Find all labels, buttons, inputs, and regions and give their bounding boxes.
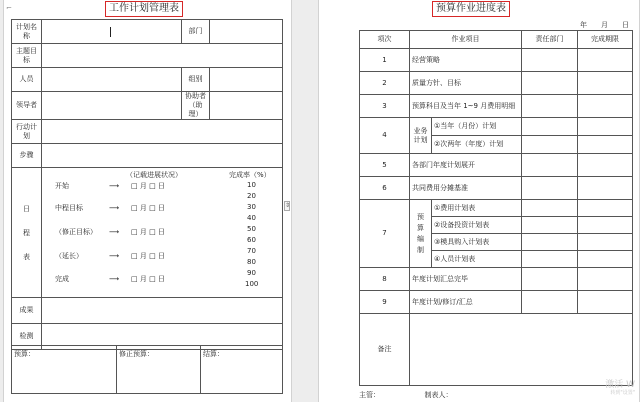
row-no: 1 (360, 49, 410, 72)
row-dept-cell[interactable] (522, 49, 578, 72)
row-deadline-cell[interactable] (578, 234, 633, 251)
row-deadline-cell[interactable] (578, 118, 633, 136)
stage-revise: （修正目标） (55, 228, 97, 236)
manager-label: 主管： (359, 391, 380, 399)
stage-start: 开始 (55, 182, 69, 190)
date-line: 年 月 日 (580, 21, 629, 29)
row-subitem: ①费用计划表 (432, 200, 522, 217)
row-item: 年度计划汇总完毕 (410, 268, 522, 291)
staff-field[interactable] (42, 68, 182, 92)
row-item: 各部门年度计划展开 (410, 154, 522, 177)
row-deadline-cell[interactable] (578, 268, 633, 291)
row-dept-cell[interactable] (522, 95, 578, 118)
row-group-label: 业务计划 (410, 118, 432, 154)
page-right (318, 0, 640, 402)
row-no: 8 (360, 268, 410, 291)
assistant-field[interactable] (210, 92, 283, 120)
label-theme-goal: 主题目标 (12, 44, 42, 68)
final-field[interactable]: 结算： (201, 346, 283, 394)
scroll-handle[interactable]: ⇕ (285, 202, 291, 209)
label-dept: 部门 (182, 20, 210, 44)
row-item: 经营策略 (410, 49, 522, 72)
row-subitem: ②设备投资计划表 (432, 217, 522, 234)
arrow-icon: ⟶ (109, 204, 120, 212)
row-dept-cell[interactable] (522, 136, 578, 154)
label-plan-name: 计划名称 (12, 20, 42, 44)
schedule-header-rate: 完成率（%） (229, 171, 271, 179)
group-field[interactable] (210, 68, 283, 92)
rate-value: 100 (245, 280, 259, 288)
rate-value: 10 (247, 181, 256, 189)
row-dept-cell[interactable] (522, 234, 578, 251)
budget-progress-table (359, 30, 633, 386)
row-deadline-cell[interactable] (578, 251, 633, 268)
activation-watermark: 激活 W 转到"设置" (605, 380, 635, 396)
arrow-icon: ⟶ (109, 275, 120, 283)
row-item: 预算科目及当年 1~9 月费用明细 (410, 95, 522, 118)
date-checkbox[interactable]: □ 月 □ 日 (131, 228, 165, 236)
row-no: 7 (360, 200, 410, 268)
label-assistant: 协助者（助理） (182, 92, 210, 120)
row-dept-cell[interactable] (522, 251, 578, 268)
plan-name-field[interactable] (42, 20, 182, 44)
row-dept-cell[interactable] (522, 177, 578, 200)
action-plan-field[interactable] (42, 120, 283, 144)
label-check: 检测 (12, 324, 42, 350)
rate-value: 20 (247, 192, 256, 200)
row-item: 质量方针、目标 (410, 72, 522, 95)
rate-value: 70 (247, 247, 256, 255)
label-schedule: 日程表 (12, 168, 42, 298)
row-subitem: ①当年（月份）计划 (432, 118, 522, 136)
corner-mark: ⌐ (6, 4, 12, 12)
row-deadline-cell[interactable] (578, 136, 633, 154)
row-deadline-cell[interactable] (578, 95, 633, 118)
doc1-title: 工作计划管理表 (105, 1, 183, 17)
row-subitem: ②次两年（年度）计划 (432, 136, 522, 154)
row-dept-cell[interactable] (522, 72, 578, 95)
row-dept-cell[interactable] (522, 291, 578, 314)
date-checkbox[interactable]: □ 月 □ 日 (131, 275, 165, 283)
row-item: 年度计划/修订/汇总 (410, 291, 522, 314)
row-dept-cell[interactable] (522, 154, 578, 177)
budget-row (11, 345, 283, 394)
date-checkbox[interactable]: □ 月 □ 日 (131, 182, 165, 190)
row-deadline-cell[interactable] (578, 200, 633, 217)
row-dept-cell[interactable] (522, 118, 578, 136)
stage-mid: 中程目标 (55, 204, 83, 212)
theme-goal-field[interactable] (42, 44, 283, 68)
row-no: 4 (360, 118, 410, 154)
arrow-icon: ⟶ (109, 182, 120, 190)
row-dept-cell[interactable] (522, 217, 578, 234)
label-action-plan: 行动计划 (12, 120, 42, 144)
row-deadline-cell[interactable] (578, 154, 633, 177)
remark-label: 备注 (360, 314, 410, 386)
date-checkbox[interactable]: □ 月 □ 日 (131, 204, 165, 212)
label-leader: 领导者 (12, 92, 42, 120)
doc2-title: 预算作业进度表 (432, 1, 510, 17)
steps-field[interactable] (42, 144, 283, 168)
row-no: 9 (360, 291, 410, 314)
schedule-header-record: （记载进展状况） (126, 171, 182, 179)
doc2-footer (359, 390, 452, 400)
budget-field[interactable]: 预算： (12, 346, 117, 394)
row-deadline-cell[interactable] (578, 217, 633, 234)
rate-value: 60 (247, 236, 256, 244)
label-group: 组别 (182, 68, 210, 92)
header-no: 项次 (360, 31, 410, 49)
label-steps: 步骤 (12, 144, 42, 168)
header-item: 作业项目 (410, 31, 522, 49)
rate-value: 30 (247, 203, 256, 211)
row-no: 6 (360, 177, 410, 200)
header-dept: 责任部门 (522, 31, 578, 49)
label-staff: 人员 (12, 68, 42, 92)
arrow-icon: ⟶ (109, 252, 120, 260)
page-left (3, 0, 292, 402)
stage-extend: （延长） (55, 252, 83, 260)
row-dept-cell[interactable] (522, 268, 578, 291)
date-checkbox[interactable]: □ 月 □ 日 (131, 252, 165, 260)
rate-value: 80 (247, 258, 256, 266)
row-group-label: 预算编制 (410, 200, 432, 268)
row-subitem: ④人员计划表 (432, 251, 522, 268)
text-cursor (110, 27, 111, 37)
row-deadline-cell[interactable] (578, 291, 633, 314)
leader-field[interactable] (42, 92, 182, 120)
row-deadline-cell[interactable] (578, 49, 633, 72)
header-deadline: 完成期限 (578, 31, 633, 49)
rate-value: 50 (247, 225, 256, 233)
row-no: 5 (360, 154, 410, 177)
result-field[interactable] (42, 298, 283, 324)
rate-value: 90 (247, 269, 256, 277)
revised-budget-field[interactable]: 修正预算： (117, 346, 201, 394)
row-item: 共同费用分摊基准 (410, 177, 522, 200)
stage-finish: 完成 (55, 275, 69, 283)
row-deadline-cell[interactable] (578, 177, 633, 200)
label-result: 成果 (12, 298, 42, 324)
row-no: 3 (360, 95, 410, 118)
row-deadline-cell[interactable] (578, 72, 633, 95)
dept-field[interactable] (210, 20, 283, 44)
row-no: 2 (360, 72, 410, 95)
remark-field[interactable] (410, 314, 633, 386)
rate-value: 40 (247, 214, 256, 222)
row-subitem: ③模具购入计划表 (432, 234, 522, 251)
row-dept-cell[interactable] (522, 200, 578, 217)
maker-label: 制表人： (424, 391, 453, 399)
arrow-icon: ⟶ (109, 228, 120, 236)
